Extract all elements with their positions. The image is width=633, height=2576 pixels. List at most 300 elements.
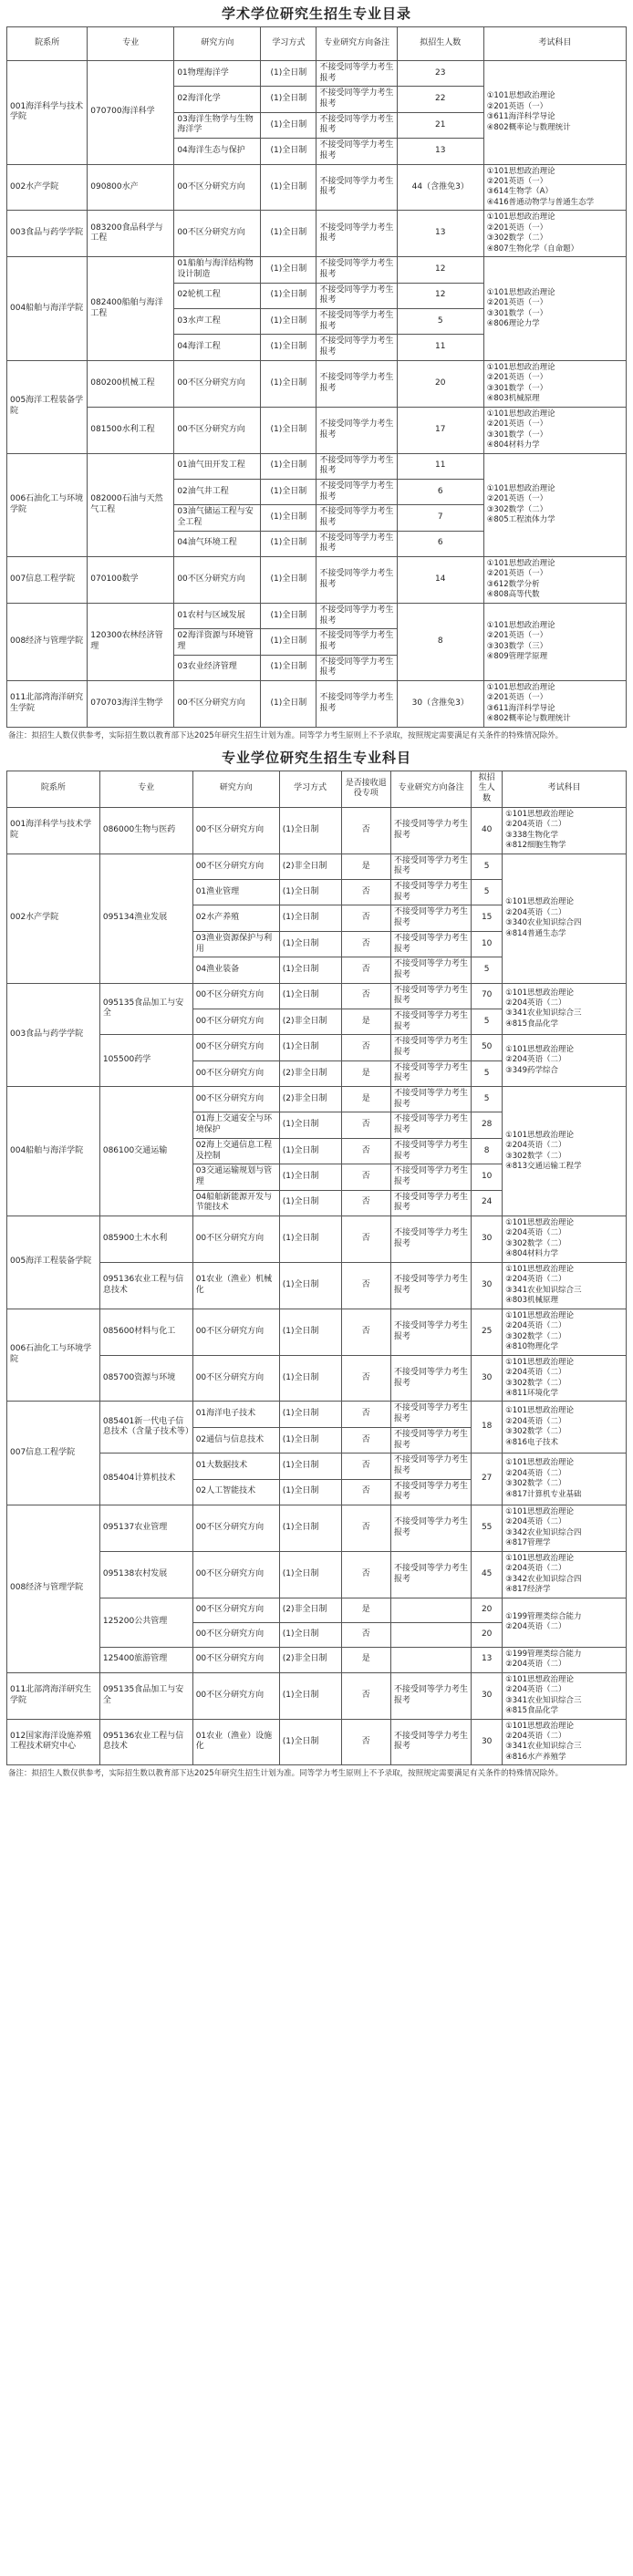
professional-title: 专业学位研究生招生专业科目 [221, 749, 411, 766]
header-count: 拟招生人数 [472, 771, 503, 807]
remark-cell: 不接受同等学力考生报考 [316, 629, 397, 655]
mode-cell: (1)全日制 [261, 557, 316, 604]
count-cell: 8 [397, 603, 483, 680]
academic-body [7, 61, 627, 728]
mode-cell: (1)全日制 [279, 1427, 341, 1453]
count-cell: 40 [472, 807, 503, 853]
mode-cell: (2)非全日制 [279, 1647, 341, 1672]
exam-subject: ②204英语（二） [505, 1731, 566, 1741]
mode-cell: (1)全日制 [279, 1262, 341, 1309]
direction-cell: 01渔业管理 [192, 880, 279, 905]
count-cell: 23 [397, 61, 483, 87]
table-row [7, 983, 627, 1009]
count-cell: 30 [472, 1216, 503, 1262]
direction-cell: 00不区分研究方向 [192, 1060, 279, 1086]
academic-title: 学术学位研究生招生专业目录 [221, 5, 411, 22]
count-cell: 12 [397, 257, 483, 283]
mode-cell: (1)全日制 [261, 479, 316, 504]
exam-cell [483, 257, 626, 361]
remark-cell: 不接受同等学力考生报考 [316, 407, 397, 453]
mode-cell: (1)全日制 [261, 603, 316, 628]
mode-cell: (1)全日制 [279, 1112, 341, 1138]
header-remark: 专业研究方向备注 [316, 27, 397, 61]
exam-subject: ④817计算机专业基础 [505, 1489, 582, 1499]
major-cell: 090800水产 [88, 164, 174, 211]
mode-cell: (1)全日制 [279, 1190, 341, 1216]
exam-cell [503, 1355, 627, 1402]
exam-cell [483, 603, 626, 680]
direction-cell: 00不区分研究方向 [192, 853, 279, 879]
exam-subject: ③302数学（二） [505, 1331, 566, 1341]
remark-cell: 不接受同等学力考生报考 [390, 1427, 471, 1453]
exam-subject: ④816水产养殖学 [505, 1752, 566, 1762]
veteran-cell: 否 [341, 905, 390, 931]
exam-subject: ③302数学（二） [505, 1427, 566, 1437]
direction-cell: 04渔业装备 [192, 957, 279, 983]
header-count: 拟招生人数 [397, 27, 483, 61]
direction-cell: 02轮机工程 [174, 283, 261, 308]
veteran-cell: 是 [341, 1598, 390, 1622]
exam-subject: ④817管理学 [505, 1538, 551, 1548]
table-row [7, 360, 627, 407]
remark-cell: 不接受同等学力考生报考 [390, 1164, 471, 1190]
exam-cell [483, 453, 626, 557]
exam-subject: ②204英语（二） [505, 820, 566, 830]
direction-cell: 01物理海洋学 [174, 61, 261, 87]
direction-cell: 00不区分研究方向 [192, 1622, 279, 1647]
count-cell: 5 [472, 1009, 503, 1034]
exam-subject: ①101思想政治理论 [505, 988, 574, 998]
mode-cell: (1)全日制 [279, 1672, 341, 1719]
count-cell: 13 [397, 139, 483, 164]
exam-subject: ③614生物学（A） [486, 187, 553, 197]
school-cell: 005海洋工程装备学院 [7, 1216, 100, 1309]
veteran-cell: 否 [341, 1164, 390, 1190]
exam-subject: ④416普通动物学与普通生态学 [486, 197, 595, 207]
exam-subject: ④804材料力学 [486, 440, 540, 450]
mode-cell: (1)全日制 [261, 257, 316, 283]
exam-subject: ④810物理化学 [505, 1342, 558, 1352]
exam-subject: ②204英语（二） [505, 1517, 566, 1527]
exam-subject: ②201英语（一） [486, 693, 548, 703]
remark-cell: 不接受同等学力考生报考 [316, 603, 397, 628]
mode-cell: (1)全日制 [279, 931, 341, 957]
professional-note: 备注：拟招生人数仅供参考，实际招生数以教育部下达2025年研究生招生计划为准。同等学力考生原则上不予录取，按照规定需要满足有关条件的特殊情况除外。 [8, 1769, 564, 1779]
direction-cell: 00不区分研究方向 [192, 1647, 279, 1672]
exam-cell [503, 853, 627, 983]
exam-subject: ④802概率论与数理统计 [486, 122, 571, 132]
direction-cell: 04海洋工程 [174, 335, 261, 360]
count-cell: 6 [397, 479, 483, 504]
mode-cell: (1)全日制 [279, 905, 341, 931]
remark-cell: 不接受同等学力考生报考 [390, 1505, 471, 1551]
exam-subject: ②204英语（二） [505, 998, 566, 1008]
veteran-cell: 否 [341, 1427, 390, 1453]
direction-cell: 00不区分研究方向 [174, 557, 261, 604]
exam-cell [503, 807, 627, 853]
remark-cell: 不接受同等学力考生报考 [316, 453, 397, 479]
major-cell: 070100数学 [88, 557, 174, 604]
exam-cell [503, 1454, 627, 1505]
mode-cell: (1)全日制 [261, 112, 316, 138]
veteran-cell: 否 [341, 1138, 390, 1164]
school-cell: 008经济与管理学院 [7, 603, 88, 680]
school-cell: 002水产学院 [7, 164, 88, 211]
exam-subject: ①101思想政治理论 [505, 1674, 574, 1684]
school-cell: 007信息工程学院 [7, 1402, 100, 1505]
count-cell: 30 [472, 1262, 503, 1309]
header-exam: 考试科目 [483, 27, 626, 61]
direction-cell: 01海洋电子技术 [192, 1402, 279, 1427]
major-cell: 081500水利工程 [88, 407, 174, 453]
direction-cell: 00不区分研究方向 [192, 983, 279, 1009]
major-cell: 086100交通运输 [99, 1087, 192, 1216]
exam-subject: ③341农业知识综合三 [505, 1695, 582, 1705]
exam-subject: ②204英语（二） [505, 1622, 566, 1632]
mode-cell: (1)全日制 [261, 87, 316, 112]
direction-cell: 00不区分研究方向 [174, 360, 261, 407]
exam-subject: ③302数学（二） [486, 504, 548, 514]
mode-cell: (1)全日制 [261, 211, 316, 257]
count-cell: 21 [397, 112, 483, 138]
exam-subject: ①101思想政治理论 [486, 362, 555, 372]
exam-subject: ②204英语（二） [505, 907, 566, 917]
mode-cell: (1)全日制 [261, 360, 316, 407]
school-cell: 001海洋科学与技术学院 [7, 807, 100, 853]
exam-subject: ④812细胞生物学 [505, 841, 566, 851]
veteran-cell: 是 [341, 1087, 390, 1112]
exam-subject: ①101思想政治理论 [505, 1217, 574, 1227]
veteran-cell: 否 [341, 880, 390, 905]
header-major: 专业 [88, 27, 174, 61]
remark-cell: 不接受同等学力考生报考 [316, 87, 397, 112]
count-cell: 25 [472, 1309, 503, 1355]
veteran-cell: 否 [341, 1719, 390, 1765]
direction-cell: 02海洋资源与环境管理 [174, 629, 261, 655]
exam-subject: ④805工程流体力学 [486, 515, 555, 525]
direction-cell: 03油气储运工程与安全工程 [174, 505, 261, 531]
exam-subject: ③612数学分析 [486, 579, 540, 589]
exam-subject: ④803机械原理 [486, 394, 540, 404]
mode-cell: (1)全日制 [279, 1551, 341, 1598]
direction-cell: 00不区分研究方向 [192, 1087, 279, 1112]
exam-subject: ④817经济学 [505, 1585, 551, 1595]
direction-cell: 00不区分研究方向 [174, 407, 261, 453]
table-row [7, 807, 627, 853]
count-cell: 44（含推免3） [397, 164, 483, 211]
direction-cell: 01船舶与海洋结构物设计制造 [174, 257, 261, 283]
mode-cell: (1)全日制 [261, 61, 316, 87]
veteran-cell: 否 [341, 1454, 390, 1479]
count-cell: 20 [472, 1622, 503, 1647]
major-cell: 085900土木水利 [99, 1216, 192, 1262]
mode-cell: (1)全日制 [261, 335, 316, 360]
exam-cell [503, 1262, 627, 1309]
exam-subject: ②201英语（一） [486, 222, 548, 233]
table-row [7, 1355, 627, 1402]
exam-subject: ①101思想政治理论 [486, 409, 555, 419]
remark-cell: 不接受同等学力考生报考 [390, 1190, 471, 1216]
exam-subject: ②204英语（二） [505, 1660, 566, 1670]
exam-subject: ③342农业知识综合四 [505, 1527, 582, 1537]
table-row [7, 453, 627, 479]
exam-subject: ①199管理类综合能力 [505, 1649, 582, 1659]
veteran-cell: 是 [341, 1009, 390, 1034]
header-remark: 专业研究方向备注 [390, 771, 471, 807]
exam-subject: ③611海洋科学导论 [486, 112, 555, 122]
exam-subject: ③341农业知识综合三 [505, 1742, 582, 1752]
count-cell: 50 [472, 1035, 503, 1060]
mode-cell: (1)全日制 [261, 681, 316, 728]
remark-cell: 不接受同等学力考生报考 [316, 139, 397, 164]
exam-subject: ④816电子技术 [505, 1437, 558, 1447]
exam-subject: ②204英语（二） [505, 1685, 566, 1695]
mode-cell: (2)非全日制 [279, 853, 341, 879]
veteran-cell: 否 [341, 957, 390, 983]
count-cell: 27 [472, 1454, 503, 1505]
academic-note: 备注：拟招生人数仅供参考，实际招生数以教育部下达2025年研究生招生计划为准。同等学力考生原则上不予录取，按照规定需要满足有关条件的特殊情况除外。 [8, 730, 564, 740]
exam-subject: ②204英语（二） [505, 1228, 566, 1238]
remark-cell: 不接受同等学力考生报考 [316, 360, 397, 407]
header-school: 院系所 [7, 771, 100, 807]
major-cell: 095134渔业发展 [99, 853, 192, 983]
exam-cell [503, 1647, 627, 1672]
exam-subject: ①101思想政治理论 [486, 683, 555, 692]
mode-cell: (1)全日制 [279, 1035, 341, 1060]
mode-cell: (1)全日制 [261, 629, 316, 655]
count-cell: 7 [397, 505, 483, 531]
count-cell: 30 [472, 1355, 503, 1402]
school-cell: 008经济与管理学院 [7, 1505, 100, 1672]
mode-cell: (1)全日制 [279, 807, 341, 853]
count-cell: 11 [397, 335, 483, 360]
count-cell: 5 [472, 880, 503, 905]
direction-cell: 02通信与信息技术 [192, 1427, 279, 1453]
mode-cell: (2)非全日制 [279, 1087, 341, 1112]
mode-cell: (1)全日制 [261, 505, 316, 531]
remark-cell: 不接受同等学力考生报考 [390, 1112, 471, 1138]
remark-cell: 不接受同等学力考生报考 [390, 1035, 471, 1060]
remark-cell [390, 1647, 471, 1672]
mode-cell: (1)全日制 [279, 880, 341, 905]
major-cell: 070703海洋生物学 [88, 681, 174, 728]
table-row [7, 681, 627, 728]
exam-subject: ①101思想政治理论 [486, 212, 555, 222]
mode-cell: (2)非全日制 [279, 1009, 341, 1034]
table-row [7, 1647, 627, 1672]
exam-subject: ③301数学（一） [486, 383, 548, 393]
direction-cell: 00不区分研究方向 [174, 681, 261, 728]
exam-subject: ③302数学（二） [505, 1238, 566, 1248]
exam-subject: ①101思想政治理论 [505, 1310, 574, 1320]
exam-subject: ③341农业知识综合三 [505, 1285, 582, 1295]
direction-cell: 01农业（渔业）机械化 [192, 1262, 279, 1309]
exam-subject: ①101思想政治理论 [486, 91, 555, 101]
veteran-cell: 否 [341, 1551, 390, 1598]
exam-cell [503, 1551, 627, 1598]
remark-cell: 不接受同等学力考生报考 [316, 164, 397, 211]
school-cell: 007信息工程学院 [7, 557, 88, 604]
direction-cell: 00不区分研究方向 [192, 1551, 279, 1598]
exam-subject: ③342农业知识综合四 [505, 1574, 582, 1584]
mode-cell: (1)全日制 [279, 1505, 341, 1551]
exam-subject: ②204英语（二） [505, 1564, 566, 1574]
exam-subject: ④806理论力学 [486, 318, 540, 328]
exam-subject: ①101思想政治理论 [505, 1406, 574, 1416]
header-veteran: 是否接收退役专项 [341, 771, 390, 807]
remark-cell: 不接受同等学力考生报考 [316, 112, 397, 138]
direction-cell: 01农业（渔业）设施化 [192, 1719, 279, 1765]
exam-cell [503, 1216, 627, 1262]
mode-cell: (1)全日制 [279, 983, 341, 1009]
header-exam: 考试科目 [503, 771, 627, 807]
major-cell: 095135食品加工与安全 [99, 983, 192, 1035]
table-row [7, 1262, 627, 1309]
major-cell: 085404计算机技术 [99, 1454, 192, 1505]
major-cell: 085700资源与环境 [99, 1355, 192, 1402]
remark-cell: 不接受同等学力考生报考 [390, 1672, 471, 1719]
exam-subject: ③301数学（一） [486, 429, 548, 440]
count-cell: 5 [472, 853, 503, 879]
exam-cell [503, 1598, 627, 1647]
veteran-cell: 否 [341, 1479, 390, 1505]
count-cell: 12 [397, 283, 483, 308]
school-cell: 006石油化工与环境学院 [7, 453, 88, 557]
exam-subject: ①101思想政治理论 [486, 166, 555, 176]
remark-cell: 不接受同等学力考生报考 [316, 257, 397, 283]
direction-cell: 01大数据技术 [192, 1454, 279, 1479]
exam-subject: ②201英语（一） [486, 176, 548, 186]
direction-cell: 02海上交通信息工程及控制 [192, 1138, 279, 1164]
exam-cell [503, 1402, 627, 1454]
veteran-cell: 否 [341, 1505, 390, 1551]
exam-subject: ①101思想政治理论 [505, 1553, 574, 1563]
exam-subject: ①101思想政治理论 [486, 559, 555, 568]
school-cell: 012国家海洋设施养殖工程技术研究中心 [7, 1719, 100, 1765]
count-cell: 8 [472, 1138, 503, 1164]
direction-cell: 04油气环境工程 [174, 531, 261, 556]
exam-subject: ①101思想政治理论 [505, 809, 574, 819]
mode-cell: (1)全日制 [279, 1355, 341, 1402]
professional-table [6, 771, 627, 1766]
table-row [7, 1087, 627, 1112]
veteran-cell: 否 [341, 1402, 390, 1427]
remark-cell: 不接受同等学力考生报考 [316, 309, 397, 335]
veteran-cell: 否 [341, 983, 390, 1009]
mode-cell: (1)全日制 [279, 957, 341, 983]
table-row [7, 1402, 627, 1427]
school-cell: 001海洋科学与技术学院 [7, 61, 88, 165]
table-row [7, 211, 627, 257]
veteran-cell: 否 [341, 807, 390, 853]
professional-section [6, 748, 627, 1781]
exam-subject: ④813交通运输工程学 [505, 1161, 582, 1171]
table-row [7, 1551, 627, 1598]
veteran-cell: 否 [341, 1262, 390, 1309]
major-cell: 095136农业工程与信息技术 [99, 1719, 192, 1765]
table-row [7, 557, 627, 604]
header-direction: 研究方向 [174, 27, 261, 61]
exam-subject: ③302数学（二） [486, 233, 548, 243]
count-cell: 55 [472, 1505, 503, 1551]
exam-cell [503, 1672, 627, 1719]
remark-cell: 不接受同等学力考生报考 [390, 1087, 471, 1112]
major-cell: 080200机械工程 [88, 360, 174, 407]
count-cell: 18 [472, 1402, 503, 1454]
exam-subject: ①101思想政治理论 [505, 1721, 574, 1731]
major-cell: 095138农村发展 [99, 1551, 192, 1598]
count-cell: 11 [397, 453, 483, 479]
exam-subject: ②201英语（一） [486, 101, 548, 111]
school-cell: 011北部湾海洋研究生学院 [7, 681, 88, 728]
count-cell: 13 [397, 211, 483, 257]
exam-subject: ②204英语（二） [505, 1321, 566, 1331]
professional-body [7, 807, 627, 1765]
direction-cell: 03交通运输规划与管理 [192, 1164, 279, 1190]
exam-subject: ④814普通生态学 [505, 928, 566, 938]
table-row [7, 257, 627, 283]
exam-subject: ①101思想政治理论 [486, 287, 555, 297]
exam-subject: ②204英语（二） [505, 1368, 566, 1378]
veteran-cell: 否 [341, 1309, 390, 1355]
exam-subject: ②201英语（一） [486, 419, 548, 429]
direction-cell: 03渔业资源保护与利用 [192, 931, 279, 957]
exam-subject: ③302数学（二） [505, 1479, 566, 1489]
major-cell: 125400旅游管理 [99, 1647, 192, 1672]
direction-cell: 00不区分研究方向 [192, 1355, 279, 1402]
school-cell: 005海洋工程装备学院 [7, 360, 88, 453]
exam-cell [503, 1309, 627, 1355]
exam-cell [503, 1719, 627, 1765]
major-cell: 095135食品加工与安全 [99, 1672, 192, 1719]
school-cell: 006石油化工与环境学院 [7, 1309, 100, 1402]
remark-cell: 不接受同等学力考生报考 [316, 681, 397, 728]
remark-cell: 不接受同等学力考生报考 [390, 983, 471, 1009]
exam-cell [483, 61, 626, 165]
veteran-cell: 否 [341, 1190, 390, 1216]
school-cell: 011北部湾海洋研究生学院 [7, 1672, 100, 1719]
mode-cell: (1)全日制 [261, 309, 316, 335]
veteran-cell: 是 [341, 853, 390, 879]
table-row [7, 1672, 627, 1719]
veteran-cell: 否 [341, 1622, 390, 1647]
count-cell: 70 [472, 983, 503, 1009]
header-direction: 研究方向 [192, 771, 279, 807]
remark-cell: 不接受同等学力考生报考 [390, 1454, 471, 1479]
direction-cell: 02人工智能技术 [192, 1479, 279, 1505]
academic-header-row [7, 27, 627, 61]
exam-subject: ④804材料力学 [505, 1249, 558, 1259]
remark-cell: 不接受同等学力考生报考 [316, 61, 397, 87]
exam-subject: ③341农业知识综合三 [505, 1009, 582, 1019]
count-cell: 5 [472, 957, 503, 983]
direction-cell: 00不区分研究方向 [192, 1216, 279, 1262]
count-cell: 22 [397, 87, 483, 112]
exam-subject: ①199管理类综合能力 [505, 1611, 582, 1621]
exam-subject: ①101思想政治理论 [505, 1458, 574, 1468]
mode-cell: (2)非全日制 [279, 1598, 341, 1622]
professional-header-row [7, 771, 627, 807]
exam-cell [483, 681, 626, 728]
remark-cell: 不接受同等学力考生报考 [390, 1216, 471, 1262]
remark-cell: 不接受同等学力考生报考 [390, 1309, 471, 1355]
exam-subject: ②201英语（一） [486, 373, 548, 383]
remark-cell: 不接受同等学力考生报考 [316, 211, 397, 257]
exam-cell [503, 1087, 627, 1216]
count-cell: 20 [472, 1598, 503, 1622]
veteran-cell: 是 [341, 1060, 390, 1086]
direction-cell: 02海洋化学 [174, 87, 261, 112]
